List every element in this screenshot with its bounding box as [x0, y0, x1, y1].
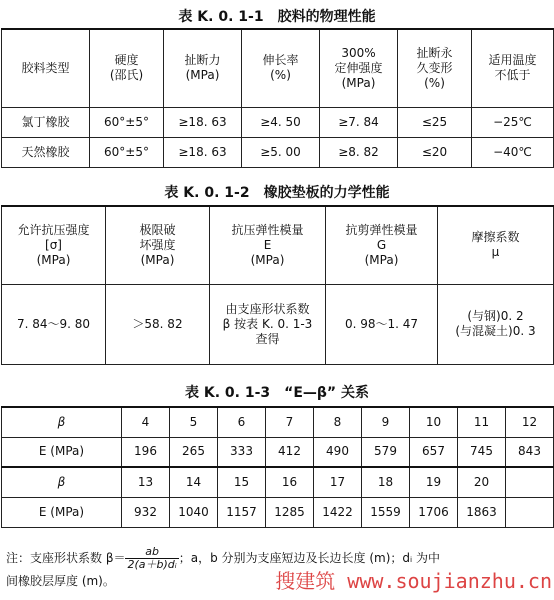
- beta-row-cell: 5: [170, 407, 218, 437]
- table1-title: 表 K. 0. 1-1 胶料的物理性能: [178, 9, 376, 25]
- table1-header: 胶料类型: [2, 29, 90, 107]
- table2-header: 摩擦系数 μ: [438, 206, 554, 284]
- table2-header: 抗剪弹性模量 G (MPa): [326, 206, 438, 284]
- table1-cell: ≥18. 63: [164, 137, 242, 167]
- beta-row-cell: 18: [362, 467, 410, 497]
- table2-cell: ＞58. 82: [106, 284, 210, 364]
- beta-row-cell: 14: [170, 467, 218, 497]
- e-row-cell: 843: [506, 437, 554, 467]
- table1-cell: ≥5. 00: [242, 137, 320, 167]
- watermark: 搜建筑 www.soujianzhu.cn: [275, 569, 552, 593]
- table-row: [2, 497, 554, 527]
- table2-header: 极限破 坏强度 (MPa): [106, 206, 210, 284]
- e-row-cell: 745: [458, 437, 506, 467]
- table2-cell: 0. 98～1. 47: [326, 284, 438, 364]
- table1-cell: ≥18. 63: [164, 107, 242, 137]
- table1-header: 硬度 (邵氏): [90, 29, 164, 107]
- table1-header-row: [2, 29, 554, 107]
- beta-row-cell: 20: [458, 467, 506, 497]
- beta-row-cell: [506, 467, 554, 497]
- table1-cell: ≥8. 82: [320, 137, 398, 167]
- e-row-cell: 333: [218, 437, 266, 467]
- beta-row-cell: 7: [266, 407, 314, 437]
- beta-row-cell: 19: [410, 467, 458, 497]
- table1-header: 扯断永 久变形 (%): [398, 29, 472, 107]
- e-row-cell: 196: [122, 437, 170, 467]
- beta-row-cell: 15: [218, 467, 266, 497]
- table-row: [2, 437, 554, 467]
- e-row-label: E (MPa): [2, 437, 122, 467]
- table2-header-row: [2, 206, 554, 284]
- e-row-cell: 1863: [458, 497, 506, 527]
- beta-row-cell: 9: [362, 407, 410, 437]
- table2-cell: 7. 84～9. 80: [2, 284, 106, 364]
- table1: [1, 28, 554, 168]
- table-row: [2, 284, 554, 364]
- table1-header: 300% 定伸强度 (MPa): [320, 29, 398, 107]
- beta-row-cell: 13: [122, 467, 170, 497]
- table-note: [6, 546, 552, 591]
- table1-cell: ≥7. 84: [320, 107, 398, 137]
- beta-formula: $\frac{ab}{\text{2(a＋b)dᵢ}}$: [127, 545, 177, 571]
- beta-row-label: β: [2, 467, 122, 497]
- e-row-cell: 1422: [314, 497, 362, 527]
- table2-title: 表 K. 0. 1-2 橡胶垫板的力学性能: [164, 185, 390, 201]
- table3-title: 表 K. 0. 1-3 “E—β” 关系: [184, 385, 369, 401]
- table-row: [2, 137, 554, 167]
- beta-row-cell: 17: [314, 467, 362, 497]
- table2-cell: 由支座形状系数 β 按表 K. 0. 1-3 查得: [210, 284, 326, 364]
- table1-cell: ≥4. 50: [242, 107, 320, 137]
- table1-cell: 60°±5°: [90, 107, 164, 137]
- e-row-label: E (MPa): [2, 497, 122, 527]
- beta-row-cell: 4: [122, 407, 170, 437]
- table1-cell: 氯丁橡胶: [2, 107, 90, 137]
- e-row-cell: 265: [170, 437, 218, 467]
- e-row-cell: 490: [314, 437, 362, 467]
- note-prefix: 注：支座形状系数 β＝: [6, 551, 126, 565]
- table1-header: 伸长率 (%): [242, 29, 320, 107]
- beta-row-cell: 10: [410, 407, 458, 437]
- table2-cell: (与钢)0. 2 (与混凝土)0. 3: [438, 284, 554, 364]
- table3: [1, 406, 554, 528]
- table-row: [2, 107, 554, 137]
- table1-cell: 天然橡胶: [2, 137, 90, 167]
- beta-row-label: β: [2, 407, 122, 437]
- table1-cell: 60°±5°: [90, 137, 164, 167]
- table1-header: 适用温度 不低于: [472, 29, 554, 107]
- table1-cell: −25℃: [472, 107, 554, 137]
- table-row: [2, 467, 554, 497]
- table1-cell: ≤25: [398, 107, 472, 137]
- beta-row-cell: 11: [458, 407, 506, 437]
- table1-header: 扯断力 (MPa): [164, 29, 242, 107]
- beta-row-cell: 16: [266, 467, 314, 497]
- table-row: [2, 407, 554, 437]
- note-line2: 间橡胶层厚度 (m)。: [6, 574, 115, 588]
- note-suffix: ；a，b 分别为支座短边及长边长度 (m)；dᵢ 为中: [178, 551, 440, 565]
- beta-row-cell: 12: [506, 407, 554, 437]
- table1-cell: ≤20: [398, 137, 472, 167]
- table2-header: 允许抗压强度 [σ] (MPa): [2, 206, 106, 284]
- table1-cell: −40℃: [472, 137, 554, 167]
- e-row-cell: 1157: [218, 497, 266, 527]
- e-row-cell: 1285: [266, 497, 314, 527]
- e-row-cell: 412: [266, 437, 314, 467]
- e-row-cell: 1040: [170, 497, 218, 527]
- e-row-cell: [506, 497, 554, 527]
- beta-row-cell: 8: [314, 407, 362, 437]
- table2-header: 抗压弹性模量 E (MPa): [210, 206, 326, 284]
- e-row-cell: 1559: [362, 497, 410, 527]
- beta-row-cell: 6: [218, 407, 266, 437]
- e-row-cell: 1706: [410, 497, 458, 527]
- e-row-cell: 932: [122, 497, 170, 527]
- e-row-cell: 657: [410, 437, 458, 467]
- e-row-cell: 579: [362, 437, 410, 467]
- table2: [1, 205, 554, 365]
